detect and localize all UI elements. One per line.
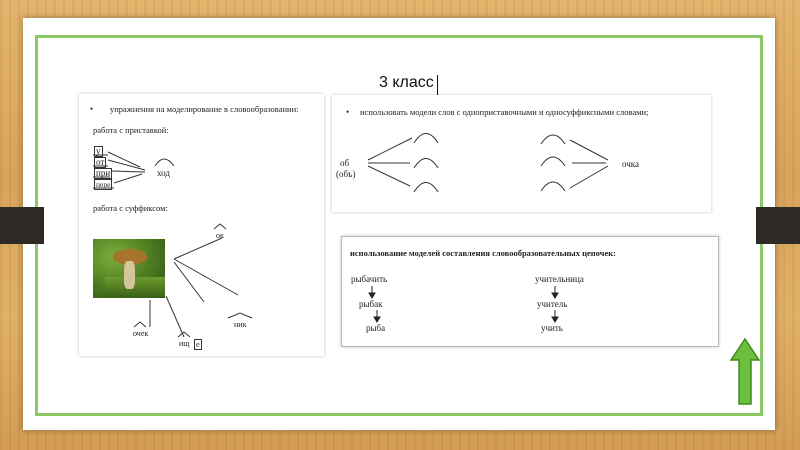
prefix-item: пере	[96, 180, 111, 189]
chain-left-word: рыбачить	[351, 274, 388, 284]
chain-left-word: рыбак	[359, 299, 383, 309]
chain-right-word: учитель	[537, 299, 568, 309]
suffix-item: ник	[234, 320, 247, 329]
prefix-item: от	[96, 157, 105, 167]
prefix-label: работа с приставкой:	[93, 125, 169, 135]
up-arrow-icon[interactable]	[730, 338, 760, 406]
right-side-tab	[756, 207, 800, 244]
text-cursor	[437, 75, 438, 95]
bottom-right-heading: использование моделей составления словообразовательных цепочек:	[350, 248, 616, 258]
left-heading: упражнения на моделирование в словообразовании:	[110, 104, 299, 114]
chain-left-word: рыба	[366, 323, 386, 333]
suffix-item: ок	[216, 231, 224, 240]
left-side-tab	[0, 207, 44, 244]
suffix-item: ищ	[179, 339, 190, 348]
top-right-heading: использовать модели слов с одноприставочными и односуффиксными словами;	[360, 107, 649, 117]
prefix-word: об	[340, 158, 350, 168]
top-right-bullet: •	[346, 107, 350, 117]
slide-title: 3 класс	[379, 74, 434, 91]
prefix-word-alt: (объ)	[336, 169, 356, 179]
chain-right-word: учительница	[535, 274, 584, 284]
prefix-item: при	[96, 168, 111, 178]
root-word: ход	[157, 168, 170, 178]
chain-right-word: учить	[541, 323, 563, 333]
left-bullet: •	[90, 104, 94, 114]
mushroom-stem	[124, 261, 135, 289]
ending-box: е	[196, 340, 200, 349]
prefix-item: у	[96, 146, 101, 156]
mushroom-photo	[93, 239, 165, 298]
suffix-word: очка	[622, 159, 640, 169]
suffix-label: работа с суффиксом:	[93, 203, 168, 213]
suffix-item: очек	[133, 329, 149, 338]
